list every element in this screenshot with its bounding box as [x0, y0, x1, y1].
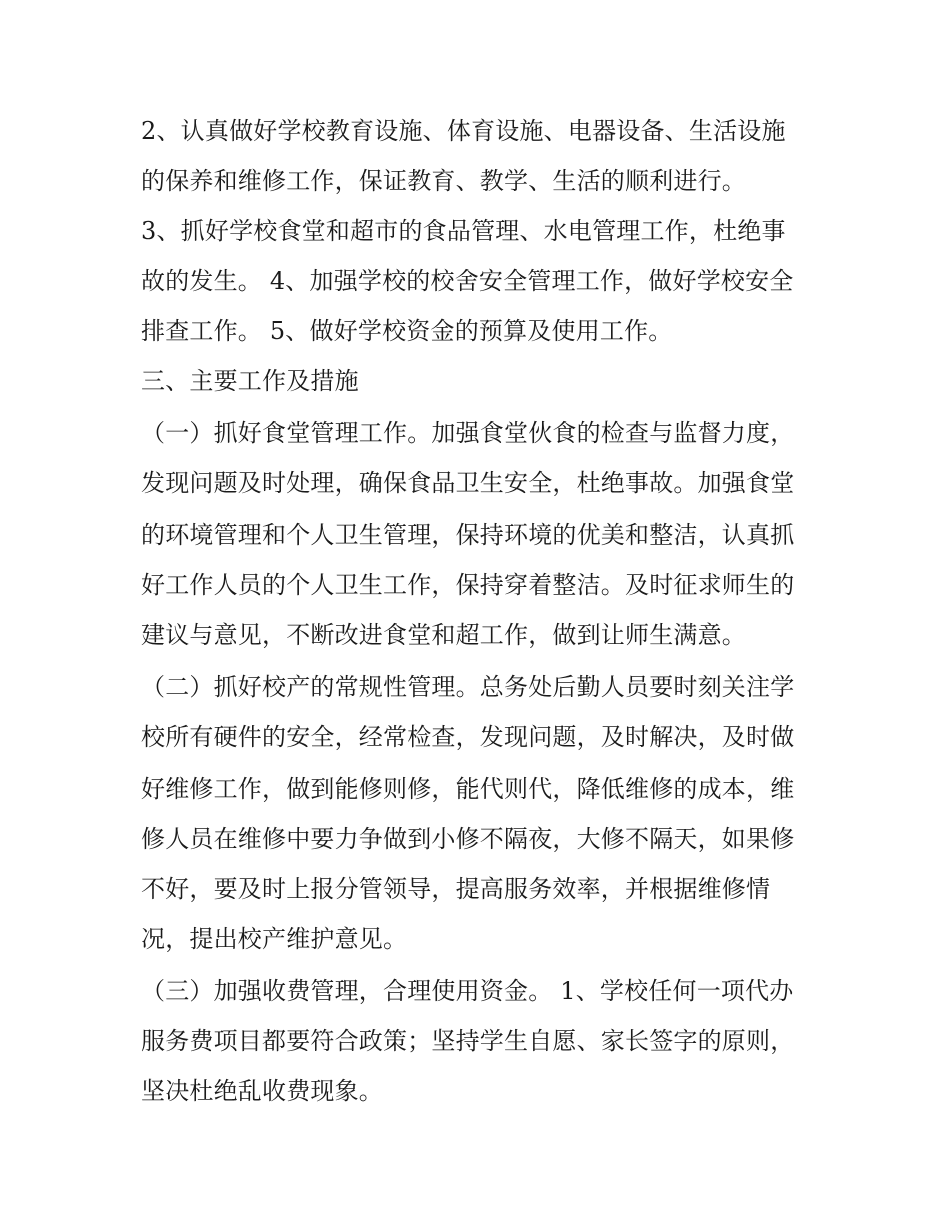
text-line: 发现问题及时处理，确保食品卫生安全，杜绝事故。加强食堂: [141, 469, 795, 497]
text-line: （一）抓好食堂管理工作。加强食堂伙食的检查与监督力度，: [141, 419, 795, 447]
text-line: 建议与意见，不断改进食堂和超工作，做到让师生满意。: [141, 621, 746, 649]
text-line: 2、认真做好学校教育设施、体育设施、电器设备、生活设施: [141, 117, 786, 145]
text-line: 排查工作。 5、做好学校资金的预算及使用工作。: [141, 317, 673, 345]
text-line: （三）加强收费管理，合理使用资金。 1、学校任何一项代办: [141, 977, 794, 1005]
text-line: 好工作人员的个人卫生工作，保持穿着整洁。及时征求师生的: [141, 571, 795, 599]
text-line: 坚决杜绝乱收费现象。: [141, 1077, 383, 1105]
text-line: （二）抓好校产的常规性管理。总务处后勤人员要时刻关注学: [141, 673, 795, 701]
text-line: 修人员在维修中要力争做到小修不隔夜，大修不隔天，如果修: [141, 825, 795, 853]
text-line: 故的发生。 4、加强学校的校舍安全管理工作，做好学校安全: [141, 267, 794, 295]
text-line: 的保养和维修工作，保证教育、教学、生活的顺利进行。: [141, 167, 746, 195]
text-line: 服务费项目都要符合政策；坚持学生自愿、家长签字的原则，: [141, 1027, 795, 1055]
text-line: 况，提出校产维护意见。: [141, 925, 408, 953]
text-line: 的环境管理和个人卫生管理，保持环境的优美和整洁，认真抓: [141, 521, 795, 549]
text-line: 不好，要及时上报分管领导，提高服务效率，并根据维修情: [141, 875, 771, 903]
section-heading: 三、主要工作及措施: [141, 367, 359, 395]
text-line: 校所有硬件的安全，经常检查，发现问题，及时解决，及时做: [141, 723, 795, 751]
text-line: 3、抓好学校食堂和超市的食品管理、水电管理工作，杜绝事: [141, 217, 786, 245]
text-line: 好维修工作，做到能修则修，能代则代，降低维修的成本，维: [141, 775, 795, 803]
